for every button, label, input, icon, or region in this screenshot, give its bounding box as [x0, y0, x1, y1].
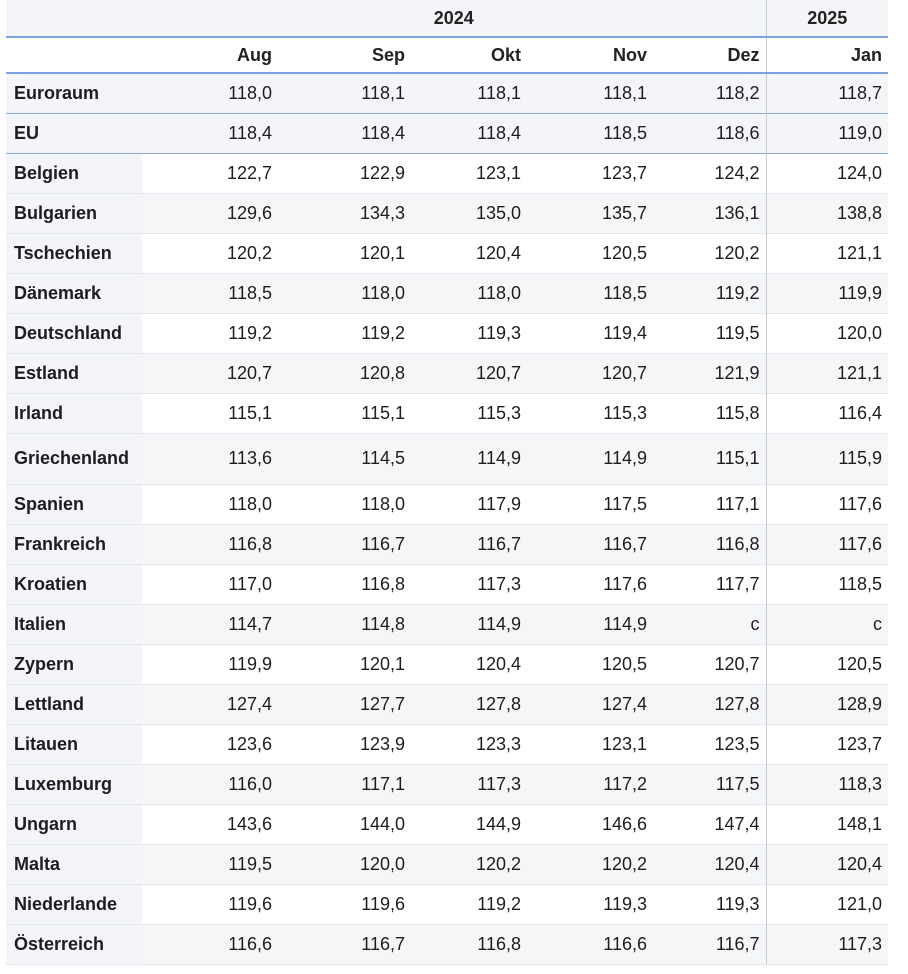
value-cell: 127,4 [527, 684, 653, 724]
row-label: Tschechien [6, 233, 142, 273]
table-row [6, 924, 888, 964]
corner-cell [6, 37, 142, 73]
value-cell: 120,2 [653, 233, 766, 273]
table-row [6, 804, 888, 844]
value-cell: 119,2 [653, 273, 766, 313]
value-cell: 117,3 [766, 924, 888, 964]
value-cell: 115,8 [653, 393, 766, 433]
value-cell: 117,0 [142, 564, 278, 604]
row-label: Ungarn [6, 804, 142, 844]
value-cell: 119,6 [278, 884, 411, 924]
table-row [6, 644, 888, 684]
value-cell: 114,5 [278, 433, 411, 484]
value-cell: 123,7 [766, 724, 888, 764]
value-cell: 121,1 [766, 233, 888, 273]
value-cell: 116,8 [142, 524, 278, 564]
table-row [6, 153, 888, 193]
value-cell: 124,2 [653, 153, 766, 193]
value-cell: 117,9 [411, 484, 527, 524]
value-cell: 127,8 [653, 684, 766, 724]
value-cell: c [766, 604, 888, 644]
value-cell: 113,6 [142, 433, 278, 484]
value-cell: 120,8 [278, 353, 411, 393]
value-cell: 116,8 [653, 524, 766, 564]
value-cell: 117,2 [527, 764, 653, 804]
aggregate-row [6, 113, 888, 153]
value-cell: 120,2 [142, 233, 278, 273]
month-header: Jan [766, 37, 888, 73]
value-cell: 118,0 [278, 484, 411, 524]
value-cell: 116,4 [766, 393, 888, 433]
month-header: Dez [653, 37, 766, 73]
value-cell: 123,9 [278, 724, 411, 764]
year-header-2025: 2025 [766, 0, 888, 37]
month-header: Aug [142, 37, 278, 73]
value-cell: 119,9 [766, 273, 888, 313]
value-cell: 114,9 [411, 433, 527, 484]
value-cell: 119,2 [142, 313, 278, 353]
table-body [6, 73, 888, 964]
value-cell: 123,1 [411, 153, 527, 193]
value-cell: 120,4 [766, 844, 888, 884]
value-cell: 115,1 [142, 393, 278, 433]
value-cell: 120,1 [278, 233, 411, 273]
value-cell: 123,1 [527, 724, 653, 764]
value-cell: 120,4 [653, 844, 766, 884]
table-row [6, 684, 888, 724]
value-cell: 115,3 [411, 393, 527, 433]
value-cell: 120,2 [527, 844, 653, 884]
value-cell: 118,5 [142, 273, 278, 313]
value-cell: 114,8 [278, 604, 411, 644]
value-cell: 119,5 [653, 313, 766, 353]
value-cell: 120,1 [278, 644, 411, 684]
row-label: Österreich [6, 924, 142, 964]
data-table-container [6, 0, 888, 965]
row-label: Lettland [6, 684, 142, 724]
value-cell: 120,7 [411, 353, 527, 393]
value-cell: 121,0 [766, 884, 888, 924]
table-header [6, 0, 888, 73]
value-cell: 144,0 [278, 804, 411, 844]
value-cell: 116,7 [411, 524, 527, 564]
value-cell: c [653, 604, 766, 644]
value-cell: 135,7 [527, 193, 653, 233]
value-cell: 129,6 [142, 193, 278, 233]
row-label: Zypern [6, 644, 142, 684]
value-cell: 118,4 [278, 113, 411, 153]
value-cell: 123,7 [527, 153, 653, 193]
row-label: Euroraum [6, 73, 142, 113]
value-cell: 118,6 [653, 113, 766, 153]
table-row [6, 844, 888, 884]
table-row [6, 193, 888, 233]
row-label: Irland [6, 393, 142, 433]
year-header-row [6, 0, 888, 37]
value-cell: 117,1 [278, 764, 411, 804]
value-cell: 119,2 [278, 313, 411, 353]
value-cell: 120,7 [527, 353, 653, 393]
value-cell: 148,1 [766, 804, 888, 844]
value-cell: 117,6 [766, 484, 888, 524]
value-cell: 122,7 [142, 153, 278, 193]
row-label: Frankreich [6, 524, 142, 564]
value-cell: 115,3 [527, 393, 653, 433]
value-cell: 119,5 [142, 844, 278, 884]
row-label: EU [6, 113, 142, 153]
value-cell: 116,0 [142, 764, 278, 804]
value-cell: 120,7 [142, 353, 278, 393]
value-cell: 118,0 [142, 484, 278, 524]
value-cell: 117,6 [766, 524, 888, 564]
value-cell: 118,4 [411, 113, 527, 153]
value-cell: 116,7 [278, 524, 411, 564]
value-cell: 120,4 [411, 233, 527, 273]
value-cell: 117,7 [653, 564, 766, 604]
value-cell: 119,2 [411, 884, 527, 924]
value-cell: 119,3 [653, 884, 766, 924]
value-cell: 119,3 [527, 884, 653, 924]
value-cell: 117,3 [411, 564, 527, 604]
value-cell: 120,0 [278, 844, 411, 884]
table-row [6, 273, 888, 313]
value-cell: 117,6 [527, 564, 653, 604]
value-cell: 119,9 [142, 644, 278, 684]
value-cell: 118,5 [527, 113, 653, 153]
value-cell: 118,5 [527, 273, 653, 313]
value-cell: 116,8 [278, 564, 411, 604]
row-label: Dänemark [6, 273, 142, 313]
table-row [6, 313, 888, 353]
value-cell: 127,8 [411, 684, 527, 724]
value-cell: 124,0 [766, 153, 888, 193]
value-cell: 116,6 [142, 924, 278, 964]
value-cell: 120,4 [411, 644, 527, 684]
value-cell: 143,6 [142, 804, 278, 844]
value-cell: 119,3 [411, 313, 527, 353]
value-cell: 118,1 [527, 73, 653, 113]
value-cell: 116,7 [278, 924, 411, 964]
value-cell: 114,7 [142, 604, 278, 644]
value-cell: 122,9 [278, 153, 411, 193]
value-cell: 116,8 [411, 924, 527, 964]
row-label: Deutschland [6, 313, 142, 353]
value-cell: 118,4 [142, 113, 278, 153]
value-cell: 118,7 [766, 73, 888, 113]
value-cell: 116,6 [527, 924, 653, 964]
value-cell: 120,0 [766, 313, 888, 353]
table-row [6, 884, 888, 924]
corner-cell [6, 0, 142, 37]
value-cell: 120,5 [527, 233, 653, 273]
value-cell: 136,1 [653, 193, 766, 233]
table-row [6, 393, 888, 433]
row-label: Belgien [6, 153, 142, 193]
value-cell: 120,7 [653, 644, 766, 684]
value-cell: 121,9 [653, 353, 766, 393]
month-header-row [6, 37, 888, 73]
value-cell: 146,6 [527, 804, 653, 844]
value-cell: 138,8 [766, 193, 888, 233]
value-cell: 144,9 [411, 804, 527, 844]
value-cell: 118,2 [653, 73, 766, 113]
table-row [6, 764, 888, 804]
value-cell: 147,4 [653, 804, 766, 844]
value-cell: 119,6 [142, 884, 278, 924]
value-cell: 123,5 [653, 724, 766, 764]
table-row [6, 233, 888, 273]
table-row [6, 433, 888, 484]
value-cell: 114,9 [527, 604, 653, 644]
value-cell: 120,5 [766, 644, 888, 684]
row-label: Italien [6, 604, 142, 644]
year-header-2024: 2024 [142, 0, 766, 37]
value-cell: 134,3 [278, 193, 411, 233]
row-label: Spanien [6, 484, 142, 524]
value-cell: 115,9 [766, 433, 888, 484]
value-cell: 118,3 [766, 764, 888, 804]
value-cell: 116,7 [653, 924, 766, 964]
aggregate-row [6, 73, 888, 113]
value-cell: 118,1 [411, 73, 527, 113]
value-cell: 120,5 [527, 644, 653, 684]
value-cell: 117,1 [653, 484, 766, 524]
value-cell: 123,6 [142, 724, 278, 764]
row-label: Kroatien [6, 564, 142, 604]
value-cell: 115,1 [653, 433, 766, 484]
value-cell: 127,4 [142, 684, 278, 724]
value-cell: 118,0 [142, 73, 278, 113]
row-label: Estland [6, 353, 142, 393]
table-row [6, 524, 888, 564]
month-header: Nov [527, 37, 653, 73]
value-cell: 119,4 [527, 313, 653, 353]
value-cell: 118,5 [766, 564, 888, 604]
value-cell: 116,7 [527, 524, 653, 564]
index-table [6, 0, 888, 965]
value-cell: 118,0 [411, 273, 527, 313]
row-label: Malta [6, 844, 142, 884]
row-label: Luxemburg [6, 764, 142, 804]
row-label: Niederlande [6, 884, 142, 924]
value-cell: 114,9 [411, 604, 527, 644]
value-cell: 117,5 [653, 764, 766, 804]
value-cell: 128,9 [766, 684, 888, 724]
value-cell: 120,2 [411, 844, 527, 884]
row-label: Griechenland [6, 433, 142, 484]
value-cell: 123,3 [411, 724, 527, 764]
table-row [6, 484, 888, 524]
table-row [6, 564, 888, 604]
value-cell: 135,0 [411, 193, 527, 233]
month-header: Okt [411, 37, 527, 73]
value-cell: 118,1 [278, 73, 411, 113]
value-cell: 118,0 [278, 273, 411, 313]
value-cell: 121,1 [766, 353, 888, 393]
value-cell: 117,5 [527, 484, 653, 524]
table-row [6, 724, 888, 764]
value-cell: 115,1 [278, 393, 411, 433]
month-header: Sep [278, 37, 411, 73]
value-cell: 127,7 [278, 684, 411, 724]
row-label: Litauen [6, 724, 142, 764]
table-row [6, 353, 888, 393]
table-row [6, 604, 888, 644]
row-label: Bulgarien [6, 193, 142, 233]
value-cell: 119,0 [766, 113, 888, 153]
value-cell: 117,3 [411, 764, 527, 804]
value-cell: 114,9 [527, 433, 653, 484]
